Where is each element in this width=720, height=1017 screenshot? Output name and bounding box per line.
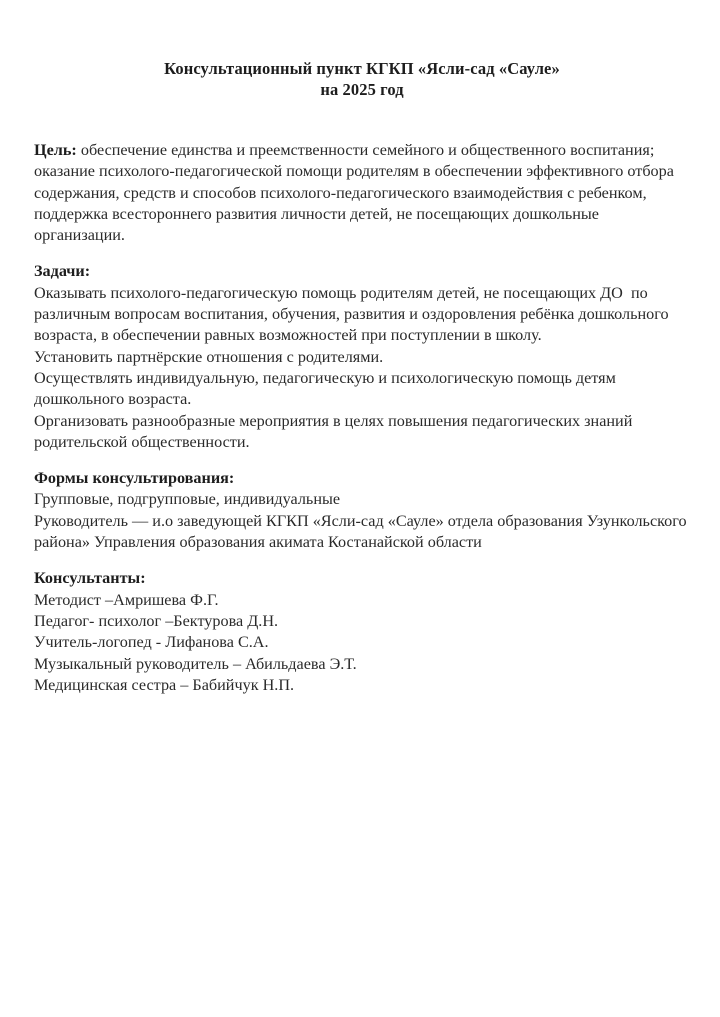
task-item: Оказывать психолого-педагогическую помощь родителям детей, не посещающих ДО по различным вопросам воспитания, обучения, развития и оздоровления ребёнка дошкольного возраста, в обеспечении равных возможностей при поступлении в школу. (34, 283, 673, 345)
consultant-item: Методист –Амришева Ф.Г. (34, 590, 219, 609)
consultant-item: Педагог- психолог –Бектурова Д.Н. (34, 611, 279, 630)
consultant-item: Учитель-логопед - Лифанова С.А. (34, 633, 269, 652)
task-item: Осуществлять индивидуальную, педагогическую и психологическую помощь детям дошкольного возраста. (34, 368, 620, 409)
goal-label: Цель: (34, 141, 77, 159)
section-goal (34, 140, 690, 246)
section-consultants (34, 568, 690, 696)
consultants-heading: Консультанты: (34, 569, 146, 588)
task-item: Организовать разнообразные мероприятия в целях повышения педагогических знаний родительской общественности. (34, 411, 637, 451)
goal-paragraph (34, 140, 690, 246)
forms-item: Групповые, подгрупповые, индивидуальные (34, 490, 341, 509)
tasks-heading: Задачи: (34, 262, 91, 281)
forms-heading: Формы консультирования: (34, 469, 235, 488)
page-title-line-2: на 2025 год (320, 80, 404, 99)
section-tasks (34, 261, 690, 453)
forms-item: Руководитель — и.о заведующей КГКП «Ясли-сад «Сауле» отдела образования Узункольского района» Управления образования акимата Костанайской области (34, 511, 691, 552)
document-body (34, 140, 690, 696)
goal-text: обеспечение единства и преемственности семейного и общественного воспитания; оказание психолого-педагогической помощи родителям в обеспечении эффективного отбора содержания, средств и способов психолого-педагогического взаимодействия с ребенком, поддержка всестороннего развития личности детей, не посещающих дошкольные организации. (34, 141, 678, 245)
page-title (34, 0, 690, 100)
consultant-item: Медицинская сестра – Бабийчук Н.П. (34, 675, 295, 694)
section-forms (34, 468, 690, 553)
consultant-item: Музыкальный руководитель – Абильдаева Э.Т. (34, 654, 357, 673)
task-item: Установить партнёрские отношения с родителями. (34, 347, 384, 366)
page-title-line-1: Консультационный пункт КГКП «Ясли-сад «Сауле» (164, 59, 560, 78)
